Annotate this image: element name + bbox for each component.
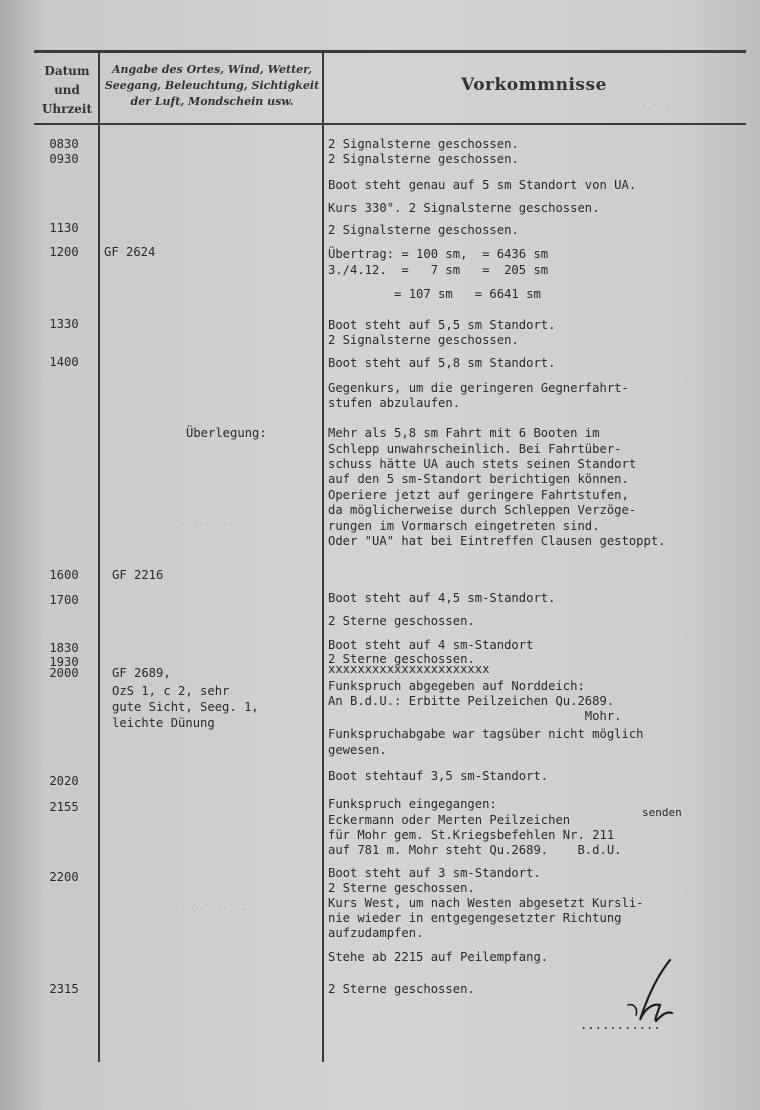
column-divider-right [322,52,324,1062]
log-entry: gewesen. [328,743,387,757]
log-entry: rungen im Vormarsch eingetreten sind. [328,519,600,533]
log-entry: nie wieder in entgegengesetzter Richtung [328,911,622,925]
log-entry: stufen abzulaufen. [328,396,461,410]
log-entry: Boot steht auf 5,8 sm Standort. [328,356,556,370]
log-entry: Boot steht auf 3 sm-Standort. [328,866,541,880]
log-entry: Gegenkurs, um die geringeren Gegnerfahrt- [328,381,629,395]
log-entry: 2 Sterne geschossen. [328,652,475,666]
header-place-column: Angabe des Ortes, Wind, Wetter, Seegang, Beleuchtung, Sichtigkeit der Luft, Mondschein usw. [104,63,320,108]
log-time: 2000 [49,666,79,680]
log-entry: Kurs West, um nach Westen abgesetzt Kursli- [328,896,644,910]
log-entry: 2 Signalsterne geschossen. [328,137,519,151]
log-entry: Übertrag: = 100 sm, = 6436 sm [328,247,549,261]
log-entry: Schlepp unwahrscheinlich. Bei Fahrtüber- [328,442,622,456]
log-time: 1200 [49,245,79,259]
top-rule [34,50,746,53]
log-time: 2155 [49,800,79,814]
log-entry: Boot steht auf 4 sm-Standort [328,638,534,652]
log-entry: Boot steht genau auf 5 sm Standort von UA. [328,178,637,192]
bleed-through: · · · · · [180,520,235,531]
log-entry: 2 Sterne geschossen. [328,614,475,628]
handwritten-signature [600,955,690,1030]
log-entry: Eckermann oder Merten Peilzeichen [328,813,571,827]
log-place: leichte Dünung [112,716,215,730]
log-entry: xxxxxxxxxxxxxxxxxxxxxx [328,662,490,676]
log-entry: An B.d.U.: Erbitte Peilzeichen Qu.2689. [328,694,615,708]
log-place: OzS 1, c 2, sehr [112,684,230,698]
log-entry: Operiere jetzt auf geringere Fahrtstufen, [328,488,629,502]
log-entry: Boot stehtauf 3,5 sm-Standort. [328,769,549,783]
column-divider-left [98,52,100,1062]
log-entry: Boot steht auf 4,5 sm-Standort. [328,591,556,605]
bleed-through: · · · [640,100,671,111]
log-entry: Stehe ab 2215 auf Peilempfang. [328,950,549,964]
log-time: 2200 [49,870,79,884]
bleed-through: · · · · · · [180,900,247,911]
log-entry: auf 781 m. Mohr steht Qu.2689. B.d.U. [328,843,622,857]
log-place: gute Sicht, Seeg. 1, [112,700,259,714]
log-entry: Kurs 330°. 2 Signalsterne geschossen. [328,201,600,215]
log-place: GF 2624 [104,245,156,259]
log-place: Überlegung: [186,426,267,440]
log-time: 2315 [49,982,79,996]
log-entry: 3./4.12. = 7 sm = 205 sm [328,263,549,277]
log-entry: Funkspruch abgegeben auf Norddeich: [328,679,585,693]
log-entry: Oder "UA" hat bei Eintreffen Clausen gestoppt. [328,534,666,548]
log-time: 1600 [49,568,79,582]
log-entry: Mohr. [328,709,622,723]
log-entry: 2 Signalsterne geschossen. [328,223,519,237]
log-place: GF 2216 [112,568,164,582]
header-date-column: Datum und Uhrzeit [41,64,93,116]
log-time: 0930 [49,152,79,166]
log-time: 2020 [49,774,79,788]
header-rule [34,123,746,125]
log-time: 1400 [49,355,79,369]
signature-dots: ........... [580,1018,661,1032]
log-entry: aufzudampfen. [328,926,424,940]
log-entry: = 107 sm = 6641 sm [328,287,541,301]
log-entry: 2 Signalsterne geschossen. [328,152,519,166]
log-time: 1330 [49,317,79,331]
log-entry: auf den 5 sm-Standort berichtigen können. [328,472,629,486]
log-entry: 2 Signalsterne geschossen. [328,333,519,347]
log-entry: Funkspruchabgabe war tagsüber nicht möglich [328,727,644,741]
log-time: 1700 [49,593,79,607]
log-entry: da möglicherweise durch Schleppen Verzöge- [328,503,637,517]
log-entry: 2 Sterne geschossen. [328,881,475,895]
header-events-column: Vorkommnisse [461,75,607,95]
log-entry: für Mohr gem. St.Kriegsbefehlen Nr. 211 [328,828,615,842]
log-time: 1130 [49,221,79,235]
log-time: 1930 [49,655,79,669]
log-entry: 2 Sterne geschossen. [328,982,475,996]
log-time: 1830 [49,641,79,655]
log-time: 0830 [49,137,79,151]
log-entry: schuss hätte UA auch stets seinen Standort [328,457,637,471]
log-place: GF 2689, [112,666,171,680]
senden-annotation: senden [642,806,682,819]
log-entry: Mehr als 5,8 sm Fahrt mit 6 Booten im [328,426,600,440]
log-entry: Funkspruch eingegangen: [328,797,497,811]
log-entry: Boot steht auf 5,5 sm Standort. [328,318,556,332]
